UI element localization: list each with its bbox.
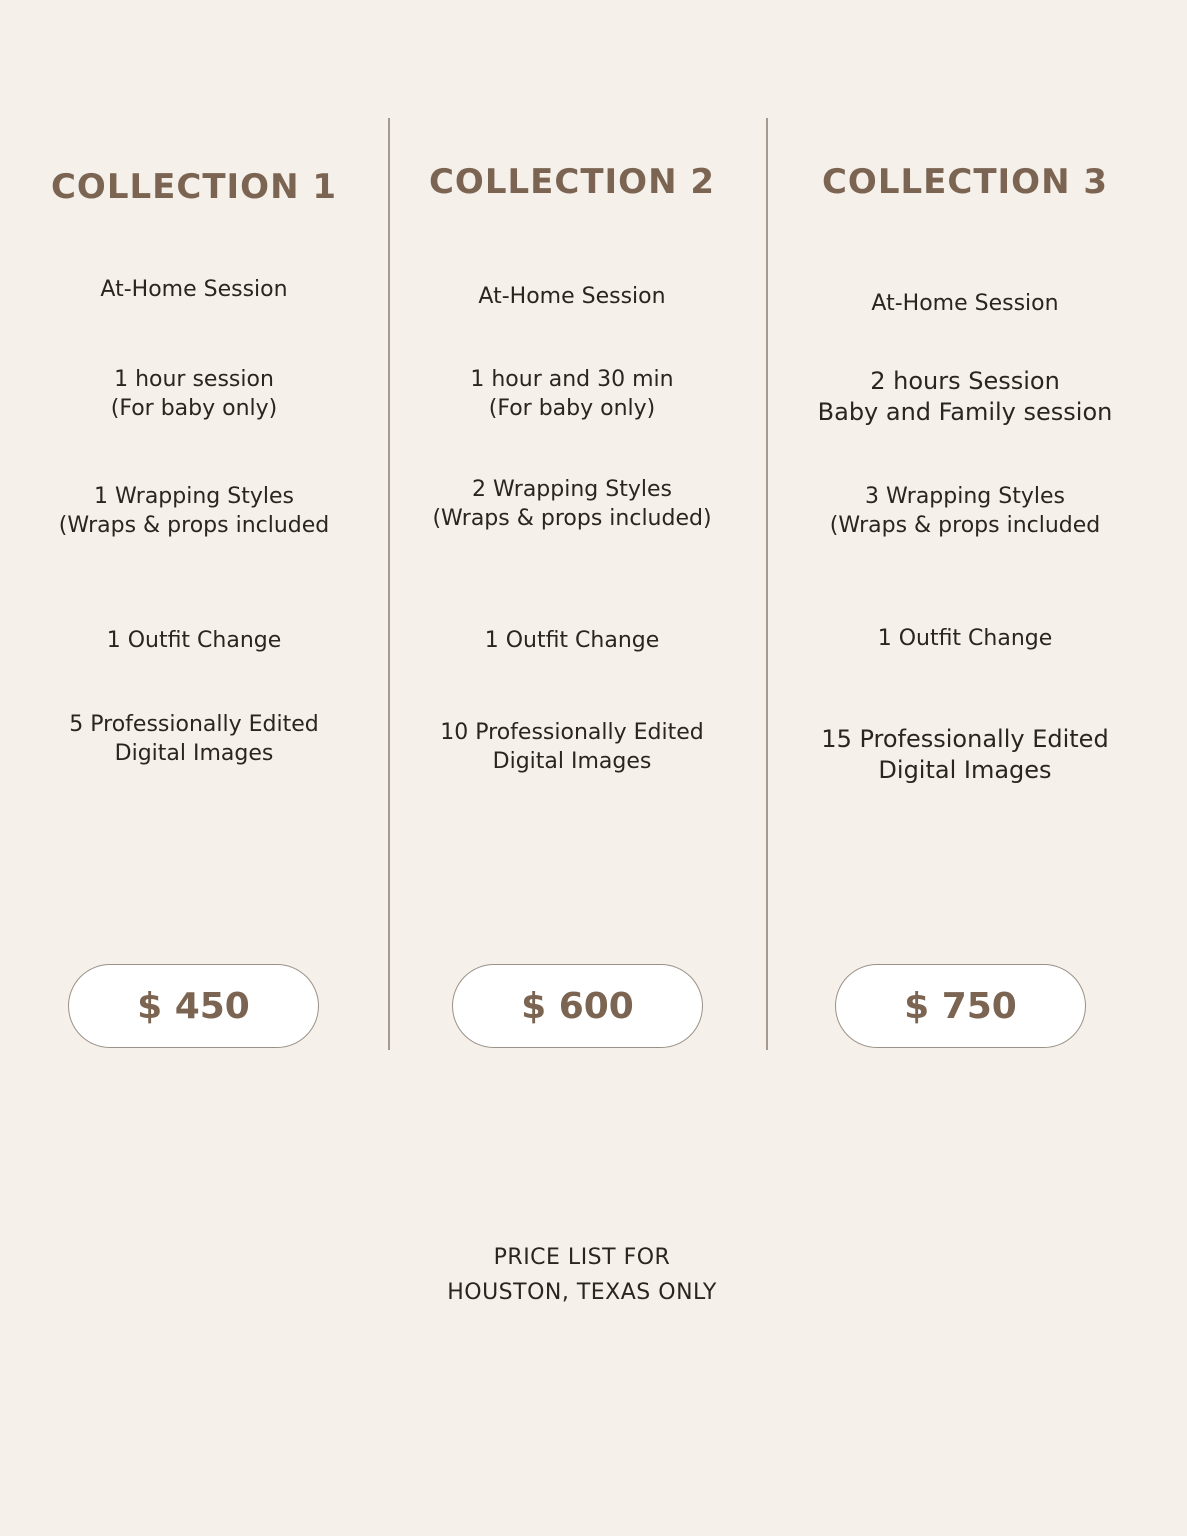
session-duration: 2 hours Session Baby and Family session bbox=[817, 367, 1113, 427]
session-type: At-Home Session bbox=[871, 291, 1059, 316]
outfit-change: 1 Outfit Change bbox=[106, 628, 282, 653]
collection-title: COLLECTION 1 bbox=[50, 167, 338, 207]
edited-images: 10 Professionally Edited Digital Images bbox=[440, 720, 704, 774]
session-duration: 1 hour and 30 min (For baby only) bbox=[470, 367, 674, 421]
price-badge-collection-1: $ 450 bbox=[68, 964, 319, 1048]
session-type: At-Home Session bbox=[100, 277, 288, 302]
collection-title: COLLECTION 3 bbox=[821, 162, 1109, 202]
collection-title: COLLECTION 2 bbox=[428, 162, 716, 202]
edited-images: 15 Professionally Edited Digital Images bbox=[821, 725, 1109, 785]
collection-1-column bbox=[4, 0, 384, 1100]
price-badge-collection-3: $ 750 bbox=[835, 964, 1086, 1048]
collection-2-column bbox=[382, 0, 762, 1100]
edited-images: 5 Professionally Edited Digital Images bbox=[69, 712, 319, 766]
location-note: PRICE LIST FOR HOUSTON, TEXAS ONLY bbox=[447, 1245, 717, 1306]
wrapping-styles: 1 Wrapping Styles (Wraps & props included bbox=[58, 484, 330, 538]
wrapping-styles: 2 Wrapping Styles (Wraps & props included) bbox=[432, 477, 712, 531]
session-type: At-Home Session bbox=[478, 284, 666, 309]
wrapping-styles: 3 Wrapping Styles (Wraps & props included bbox=[829, 484, 1101, 538]
column-divider-2 bbox=[766, 118, 768, 1050]
outfit-change: 1 Outfit Change bbox=[877, 626, 1053, 651]
collection-3-column bbox=[775, 0, 1155, 1100]
price-badge-collection-2: $ 600 bbox=[452, 964, 703, 1048]
outfit-change: 1 Outfit Change bbox=[484, 628, 660, 653]
session-duration: 1 hour session (For baby only) bbox=[110, 367, 278, 421]
